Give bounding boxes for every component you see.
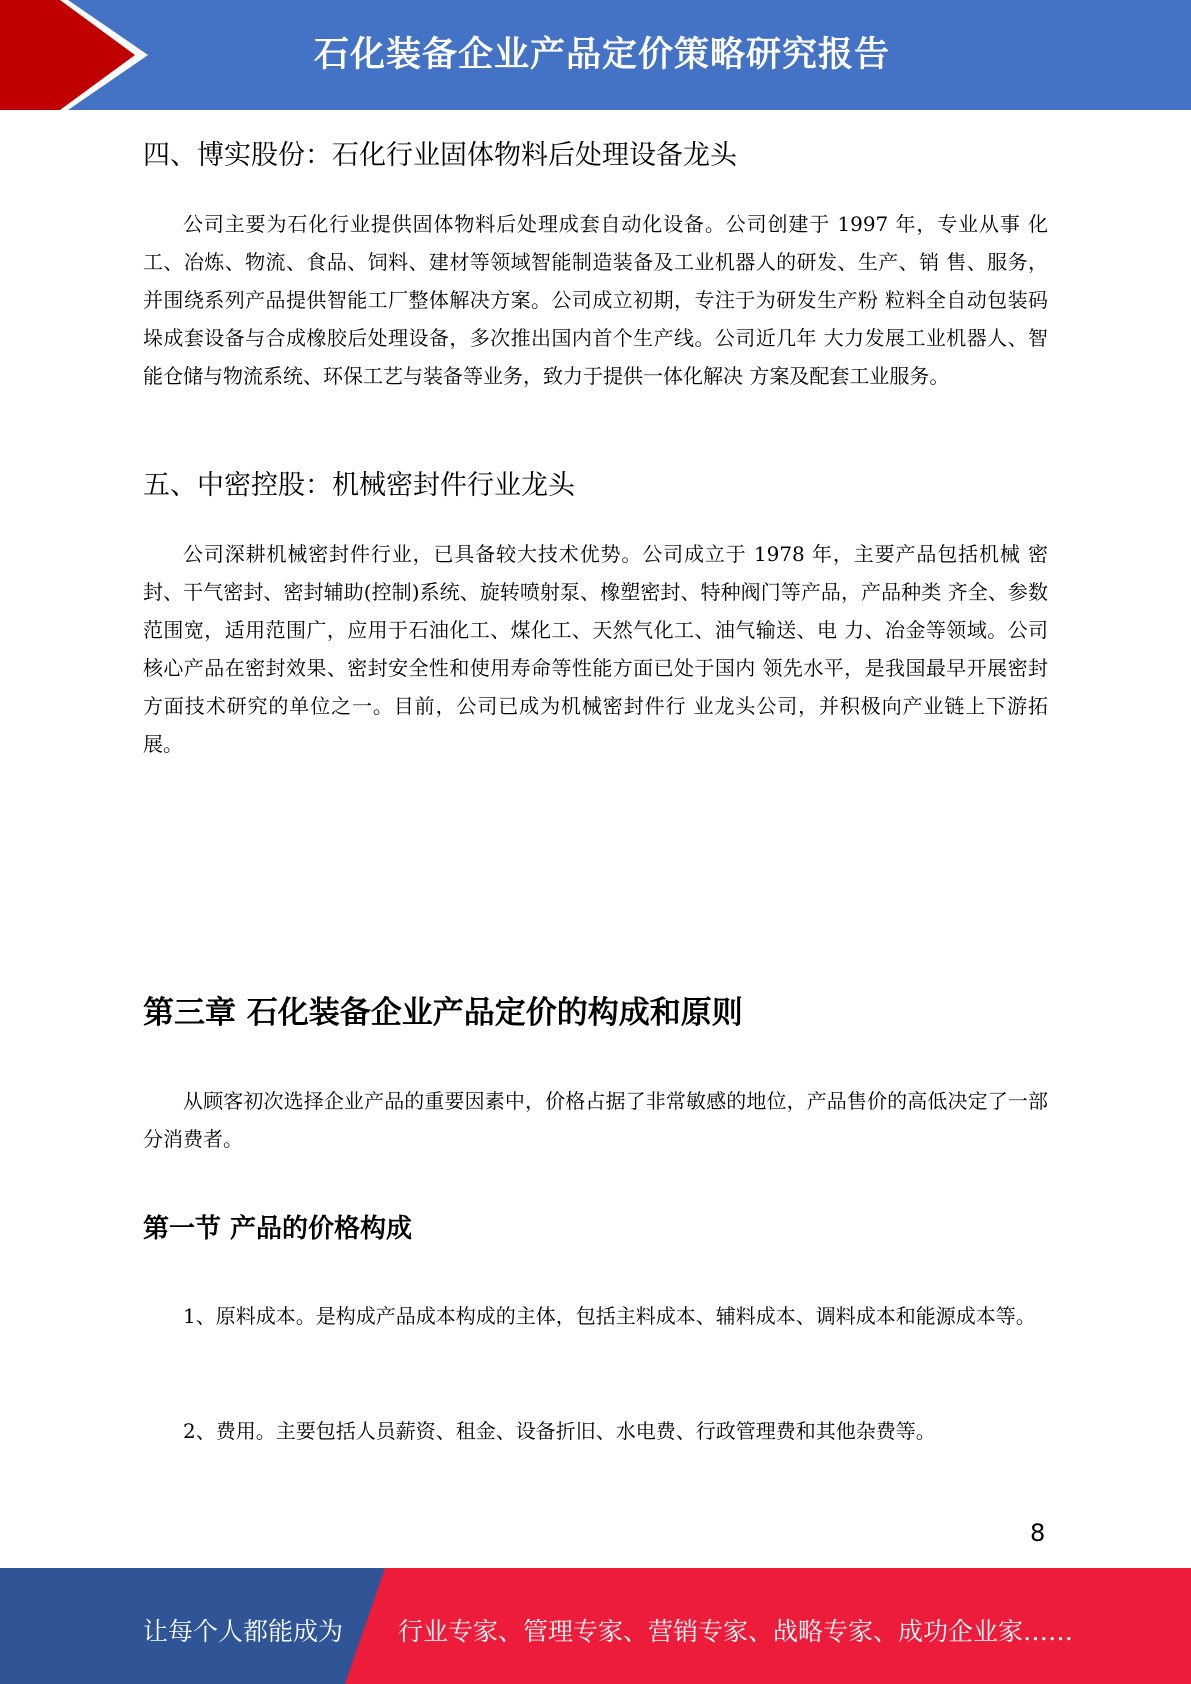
price-item-2: 2、费用。主要包括人员薪资、租金、设备折旧、水电费、行政管理费和其他杂费等。	[183, 1419, 936, 1443]
section-heading-boshi: 四、博实股份：石化行业固体物料后处理设备龙头	[143, 140, 737, 171]
footer-slogan-left: 让每个人都能成为	[143, 1617, 344, 1646]
section-heading-zhongmi: 五、中密控股：机械密封件行业龙头	[143, 470, 575, 501]
node-heading: 第一节 产品的价格构成	[143, 1214, 413, 1244]
page-number: 8	[1030, 1519, 1046, 1547]
header-title: 石化装备企业产品定价策略研究报告	[313, 35, 890, 75]
footer-slogan-right: 行业专家、管理专家、营销专家、战略专家、成功企业家……	[398, 1617, 1074, 1646]
footer-band	[0, 1568, 1191, 1684]
section-body-zhongmi: 公司深耕机械密封件行业，已具备较大技术优势。公司成立于 1978 年，主要产品包括机械 密封、干气密封、密封辅助(控制)系统、旋转喷射泵、橡塑密封、特种阀门等产品，产品种类 齐全、参数范围宽，适用范围广，应用于石油化工、煤化工、天然气化工、油气输送、电 力、冶金等领域。公司核心产品在密封效果、密封安全性和使用寿命等性能方面已处于国内 领先水平，是我国最早开展密封方面技术研究的单位之一。目前，公司已成为机械密封件行 业龙头公司，并积极向产业链上下游拓展。	[143, 542, 1048, 756]
price-item-1: 1、原料成本。是构成产品成本构成的主体，包括主料成本、辅料成本、调料成本和能源成本等。	[183, 1304, 1036, 1328]
header-band	[0, 0, 1191, 110]
chapter-intro: 从顾客初次选择企业产品的重要因素中，价格占据了非常敏感的地位，产品售价的高低决定了一部分消费者。	[143, 1089, 1048, 1151]
section-body-boshi: 公司主要为石化行业提供固体物料后处理成套自动化设备。公司创建于 1997 年，专业从事 化工、冶炼、物流、食品、饲料、建材等领域智能制造装备及工业机器人的研发、生产、销 售、服务，并围绕系列产品提供智能工厂整体解决方案。公司成立初期，专注于为研发生产粉 粒料全自动包装码垛成套设备与合成橡胶后处理设备，多次推出国内首个生产线。公司近几年 大力发展工业机器人、智能仓储与物流系统、环保工艺与装备等业务，致力于提供一体化解决 方案及配套工业服务。	[143, 212, 1048, 388]
chapter-heading: 第三章 石化装备企业产品定价的构成和原则	[143, 995, 743, 1031]
